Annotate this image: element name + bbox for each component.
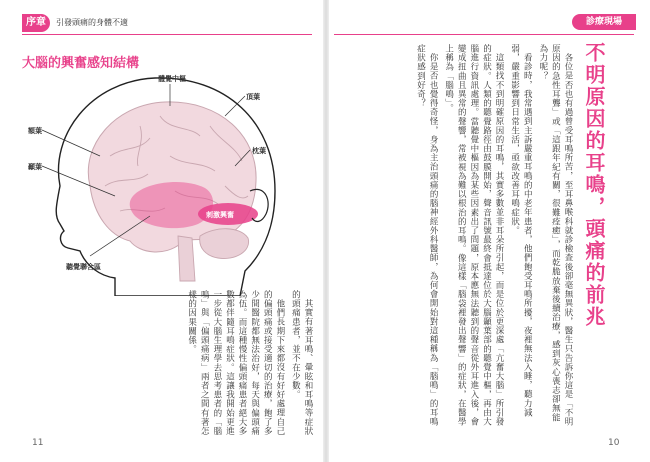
label-stimulus: 刺激興奮: [206, 211, 234, 219]
label-frontal: 額葉: [28, 127, 42, 135]
cerebellum: [200, 229, 249, 259]
label-sensory-center: 體覺中樞: [158, 75, 186, 83]
right-paragraph: 你是否也覺得奇怪，身為主治頭痛的腦神經外科醫師，為何會開始對這種稱為「腦鳴」的耳鳴症狀感到好奇？: [415, 44, 439, 426]
label-auditory-assoc: 聽覺聯合區: [66, 263, 101, 271]
page-number-left: 11: [32, 438, 44, 448]
chapter-subtitle: 引發頭痛的身體不適: [56, 18, 128, 27]
left-paragraph: 他們長期下來都沒有好好處理自己的偏頭痛或接受適切的治療，飽了多少間醫院都無法治好，每天與偏頭痛為伍。而這種慢性偏頭痛患者絕大多數都伴隨耳鳴症狀。這讓我開始更進一步從大腦生理學去思考患者的「腦鳴」與「偏頭痛病」兩者之間有著怎樣的因果關係。: [186, 290, 285, 436]
book-gutter: [323, 0, 329, 462]
right-paragraph: 看診時，我常遇到主訴嚴重耳鳴的中老年患者，他們飽受耳鳴所擾，夜裡無法入睡，聽力減弱，嚴重影響到日常生活，亟欲改善耳鳴症狀。: [509, 44, 533, 417]
right-paragraph: 各位是否也有過曾受耳鳴所苦，至耳鼻喉科就診檢查後卻毫無異狀，醫生只告訴你這是「不明原因的急性耳聾」或「這跟年紀有關，很難痊癒」，而乾脆放棄後續治療，感到灰心喪志卻無能為力呢？: [537, 44, 573, 426]
page-number-right: 10: [608, 438, 620, 448]
header-rule-left: [22, 34, 312, 35]
brain-stem: [178, 236, 195, 281]
left-paragraph: 其實有著耳鳴、暈眩和耳鳴等症狀的頭痛患者，並不在少數。: [290, 290, 313, 435]
label-temporal: 顳葉: [28, 163, 42, 171]
label-occipital: 枕葉: [252, 147, 266, 155]
left-body-text: [168, 290, 314, 436]
section-tag: 診療現場: [572, 14, 636, 30]
diagram-title: 大腦的興奮感知結構: [22, 56, 140, 71]
right-paragraph: 這類找不到明確原因的耳鳴，其實多數並非耳朵所引起，而是位於更深處「亢奮大腦」所引發的症狀。人類的聽覺路徑由鼓膜開始，聲音訊號最終會抵達位於大腦顳葉部的聽覺中樞，再由大腦進行資訊處理。當聽覺中樞因為某些因素出了問題，原本應無法聽到的聲音從外耳進入後，會變成扭曲且異常的聲響，常被視為難以根治的耳鳴。像這樣「腦袋裡發出聲響」的症狀，在醫學上稱為「腦鳴」。: [443, 44, 505, 427]
right-body-text: [340, 44, 574, 428]
article-title: 不明原因的耳鳴，頭痛的前兆: [582, 42, 606, 328]
label-parietal: 頂葉: [246, 93, 260, 101]
header-rule-right: [334, 34, 634, 35]
chapter-badge: 序章: [22, 14, 50, 32]
